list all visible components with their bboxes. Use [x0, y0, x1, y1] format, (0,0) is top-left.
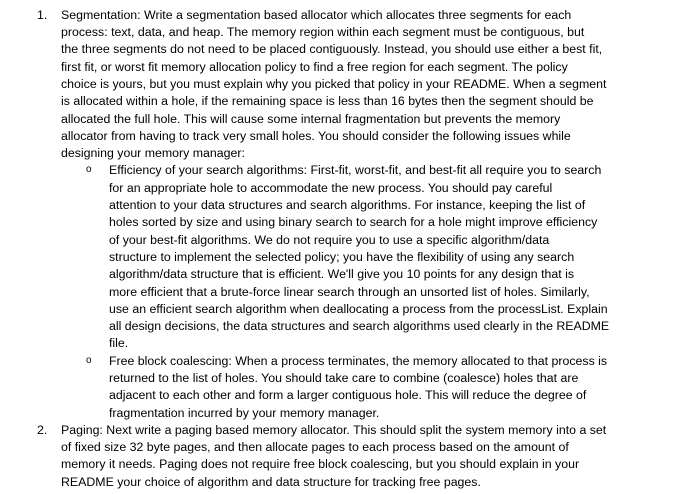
- text-line: Efficiency of your search algorithms: First-fit, worst-fit, and best-fit all require you to search: [109, 163, 602, 178]
- text-line: use an efficient search algorithm when deallocating a process from the processList. Explain: [109, 301, 608, 316]
- text-line: structure to implement the selected policy; you have the flexibility of using any search: [109, 249, 575, 264]
- text-line: is allocated within a hole, if the remaining space is less than 16 bytes then the segment should be: [61, 94, 594, 109]
- text-line: Free block coalescing: When a process terminates, the memory allocated to that process is: [109, 353, 608, 368]
- text-line: holes sorted by size and using binary search to search for a hole might improve efficiency: [109, 215, 598, 230]
- text-line: designing your memory manager:: [61, 146, 245, 161]
- bullet-icon: o: [86, 164, 92, 176]
- text-line: README your choice of algorithm and data structure for tracking free pages.: [61, 474, 481, 489]
- text-line: fragmentation incurred by your memory manager.: [109, 405, 380, 420]
- text-line: memory it needs. Paging does not require free block coalescing, but you should explain in your: [61, 457, 580, 472]
- text-line: of fixed size 32 byte pages, and then allocate pages to each process based on the amount of: [61, 440, 569, 455]
- text-line: algorithm/data structure that is efficient. We'll give you 10 points for any design that is: [109, 267, 575, 282]
- text-line: Segmentation: Write a segmentation based allocator which allocates three segments for each: [61, 7, 572, 22]
- text-line: all design decisions, the data structures and search algorithms used clearly in the README: [109, 319, 610, 334]
- text-line: of your best-fit algorithms. We do not require you to use a specific algorithm/data: [109, 232, 550, 247]
- list-number: 2.: [37, 422, 48, 437]
- text-line: attention to your data structures and search algorithms. For instance, keeping the list of: [109, 198, 586, 212]
- bullet-icon: o: [86, 354, 92, 366]
- text-line: allocator from having to track very small holes. You should consider the following issues while: [61, 128, 571, 143]
- text-line: for an appropriate hole to accommodate the new process. You should pay careful: [109, 180, 553, 195]
- text-line: first fit, or worst fit memory allocation policy to find a free region for each segment. The policy: [61, 59, 568, 74]
- text-line: allocated the full hole. This will cause some internal fragmentation but prevents the memory: [61, 111, 561, 126]
- text-line: choice is yours, but you must explain why you picked that policy in your README. When a segment: [61, 76, 607, 91]
- text-line: file.: [109, 336, 129, 351]
- text-line: returned to the list of holes. You should take care to combine (coalesce) holes that are: [109, 370, 579, 385]
- text-line: more efficient that a brute-force linear search through an unsorted list of holes. Similarly,: [109, 284, 590, 299]
- text-line: adjacent to each other and form a larger contiguous hole. This will reduce the degree of: [109, 388, 587, 403]
- list-number: 1.: [37, 7, 48, 22]
- text-line: the three segments do not need to be placed contiguously. Instead, you should use either a best fit,: [61, 42, 603, 57]
- text-line: process: text, data, and heap. The memory region within each segment must be contiguous, but: [61, 25, 585, 40]
- text-line: Paging: Next write a paging based memory allocator. This should split the system memory into a set: [61, 422, 607, 437]
